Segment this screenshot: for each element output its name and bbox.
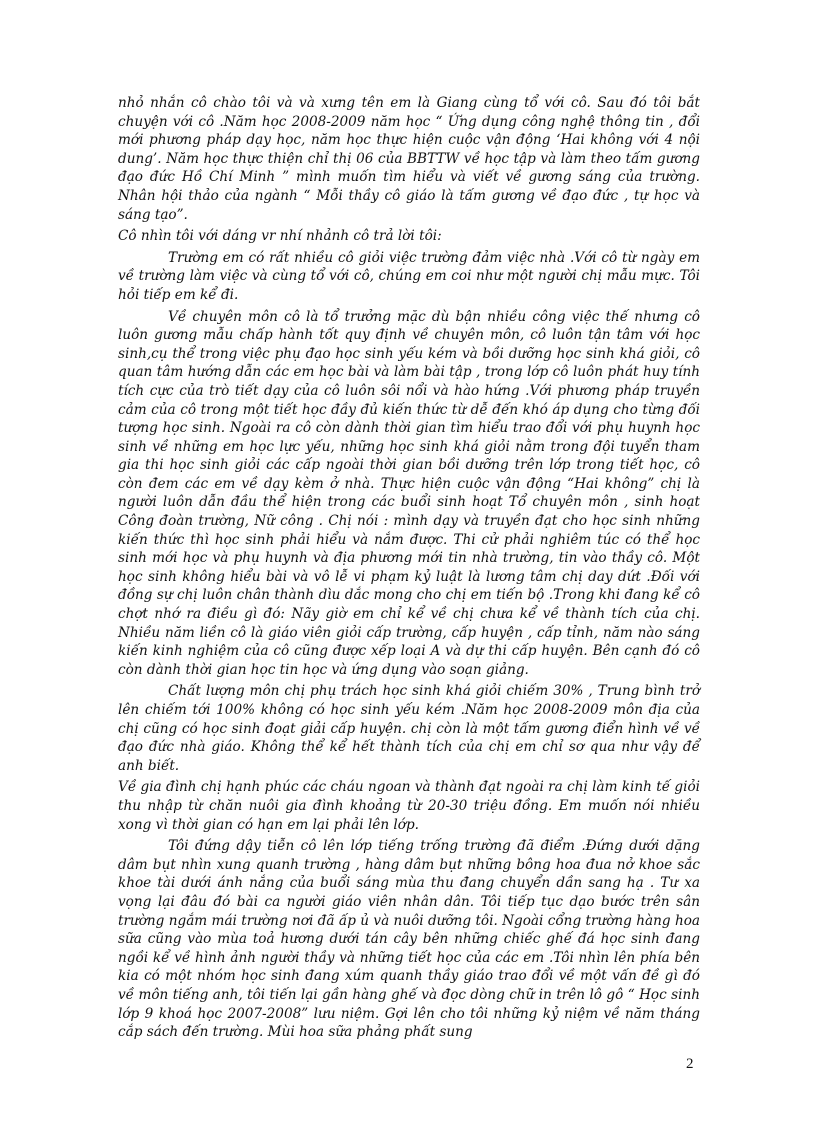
paragraph-2: Cô nhìn tôi với dáng vr nhí nhảnh cô trả lời tôi: (118, 228, 442, 245)
document-body (118, 94, 700, 1045)
paragraph-6: Về gia đình chị hạnh phúc các cháu ngoan và thành đạt ngoài ra chị làm kinh tế giỏi thu nhập từ chăn nuôi gia đình khoảng từ 20-30 triệu đồng. Em muốn nói nhiều xong vì thời gian có hạn em lại phải lên lớp. (118, 779, 700, 833)
paragraph-7: Tôi đứng dậy tiễn cô lên lớp tiếng trống trường đã điểm .Đứng dưới dặng dâm bụt nhìn xung quanh trường , hàng dâm bụt những bông hoa đua nở khoe sắc khoe tài dưới ánh nắng của buổi sáng mùa thu đang chuyển dần sang hạ . Tư xa vọng lại đâu đó bài ca người giáo viên nhân dân. Tôi tiếp tục dạo bước trên sân trường ngắm mái trường nơi đã ấp ủ và nuôi dưỡng tôi. Ngoài cổng trường hàng hoa sữa cũng vào mùa toả hương dưới tán cây bên những chiếc ghế đá học sinh đang ngồi kể về hình ảnh người thầy và những tiết học của các em .Tôi nhìn lên phía bên kia có một nhóm học sinh đang xúm quanh thầy giáo trao đổi về một vấn đề gì đó về môn tiếng anh, tôi tiến lại gần hàng ghế và đọc dòng chữ in trên lô gô “ Học sinh lớp 9 khoá học 2007-2008” lưu niệm. Gợi lên cho tôi những kỷ niệm về năm tháng cắp sách đến trường. Mùi hoa sữa phảng phất sung (118, 838, 700, 1041)
paragraph-1: nhỏ nhắn cô chào tôi và và xưng tên em là Giang cùng tổ với cô. Sau đó tôi bắt chuyện với cô .Năm học 2008-2009 năm học “ Ứng dụng công nghệ thông tin , đổi mới phương pháp dạy học, năm học thực hiện cuộc vận động ‘Hai không với 4 nội dung’. Năm học thực thiện chỉ thị 06 của BBTTW về học tập và làm theo tấm gương đạo đức Hồ Chí Minh ” mình muốn tìm hiểu và viết về gương sáng của trường. Nhân hội thảo của ngành “ Mỗi thầy cô giáo là tấm gương về đạo đức , tự học và sáng tạo”. (118, 95, 700, 223)
paragraph-3: Trường em có rất nhiều cô giỏi việc trường đảm việc nhà .Với cô từ ngày em về trường làm việc và cùng tổ với cô, chúng em coi như một người chị mẫu mực. Tôi hỏi tiếp em kể đi. (118, 249, 700, 303)
paragraph-4: Về chuyên môn cô là tổ trưởng mặc dù bận nhiều công việc thế nhưng cô luôn gương mẫu chấp hành tốt quy định về chuyên môn, cô luôn tận tâm với học sinh,cụ thể trong việc phụ đạo học sinh yếu kém và bồi dưỡng học sinh khá giỏi, cô quan tâm hướng dẫn các em học bài và làm bài tập , trong lớp cô luôn phát huy tính tích cực của trò tiết dạy của cô luôn sôi nổi và hào hứng .Với phương pháp truyền cảm của cô trong một tiết học đầy đủ kiến thức từ dễ đến khó áp dụng cho từng đối tượng học sinh. Ngoài ra cô còn dành thời gian tìm hiểu trao đổi với phụ huynh học sinh về những em học lực yếu, những học sinh khá giỏi nằm trong đội tuyển tham gia thi học sinh giỏi các cấp ngoài thời gian bồi dưỡng trên lớp trong tiết học, cô còn đem các em về dạy kèm ở nhà. Thực hiện cuộc vận động “Hai không” chị là người luôn dẫn đầu thể hiện trong các buổi sinh hoạt Tổ chuyên môn , sinh hoạt Công đoàn trường, Nữ công . Chị nói : mình dạy và truyền đạt cho học sinh những kiến thức thì học sinh phải hiểu và nắm được. Thi cử phải nghiêm túc có thể học sinh mới học và phụ huynh và địa phương mới tin nhà trường, tin vào thầy cô. Một học sinh không hiểu bài và vô lễ vi phạm kỷ luật là lương tâm chị day dứt .Đối với đồng sự chị luôn chân thành dìu dắc mong cho chị em tiến bộ .Trong khi đang kể cô chợt nhớ ra điều gì đó: Nãy giờ em chỉ kể về chị chưa kể về thành tích của chị. Nhiều năm liền cô là giáo viên giỏi cấp trường, cấp huyện , cấp tỉnh, năm nào sáng kiến kinh nghiệm của cô cũng được xếp loại A và dự thi cấp huyện. Bên cạnh đó cô còn dành thời gian học tin học và ứng dụng vào soạn giảng. (118, 308, 700, 678)
page-number: 2 (686, 1056, 694, 1072)
paragraph-5: Chất lượng môn chị phụ trách học sinh khá giỏi chiếm 30% , Trung bình trở lên chiếm tới 100% không có học sinh yếu kém .Năm học 2008-2009 môn địa của chị cũng có học sinh đoạt giải cấp huyện. chị còn là một tấm gương điển hình về về đạo đức nhà giáo. Không thể kể hết thành tích của chị em chỉ sơ qua như vậy để anh biết. (118, 683, 700, 774)
